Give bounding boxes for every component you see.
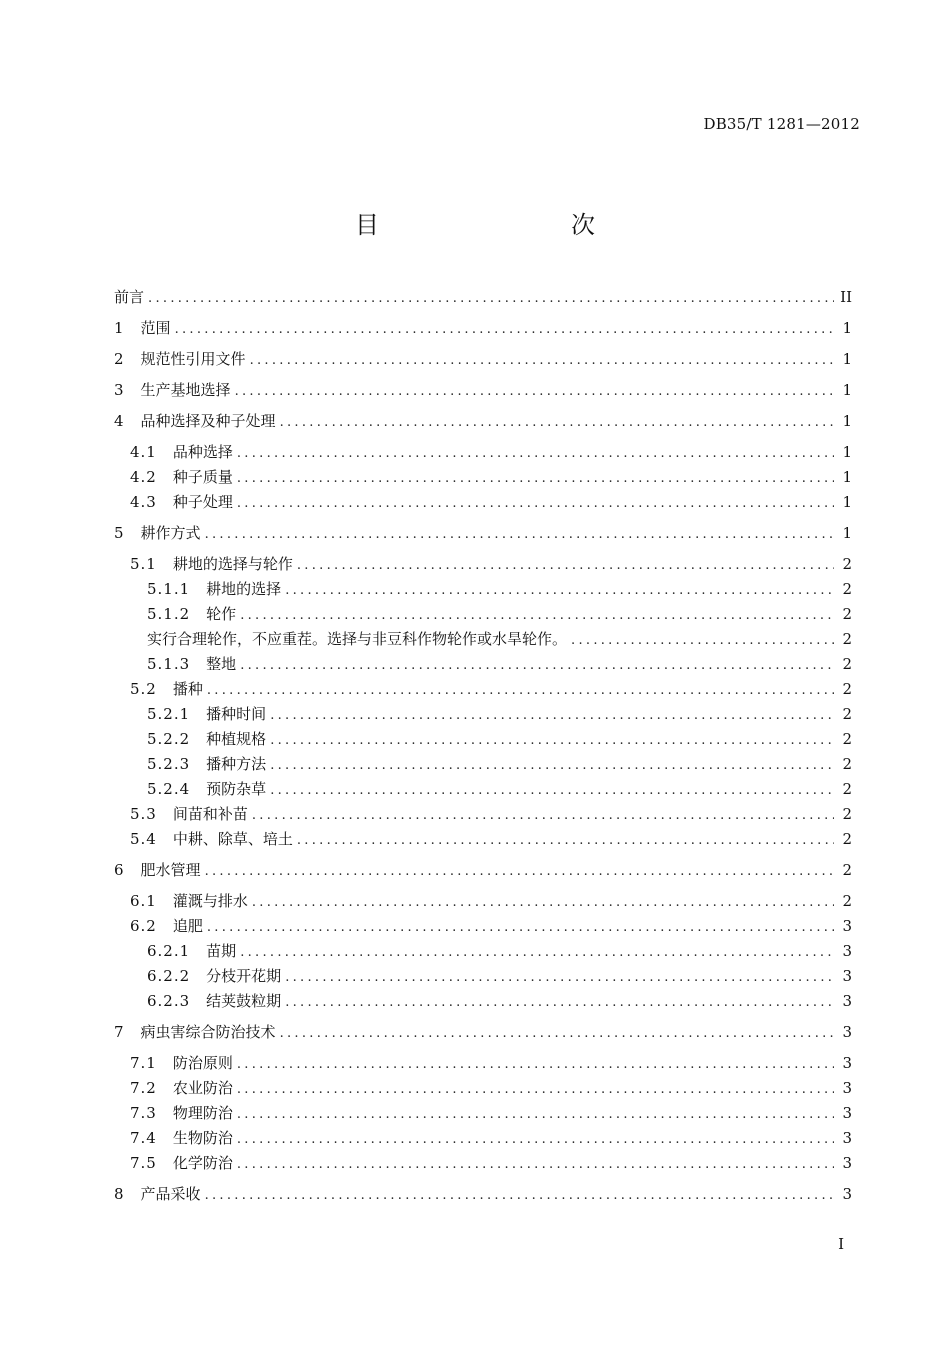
- toc-entry-page: 1: [842, 524, 852, 542]
- toc-entry-page: 1: [842, 468, 852, 486]
- toc-entry-text: 结荚鼓粒期: [206, 992, 282, 1010]
- toc-entry-label: [147, 627, 571, 652]
- toc-entry-text: 病虫害综合防治技术: [140, 1023, 276, 1041]
- toc-entry-page: 3: [842, 1129, 852, 1147]
- toc-entry-text: 品种选择及种子处理: [140, 412, 276, 430]
- toc-entry-page: 2: [842, 730, 852, 748]
- toc-entry-label: [130, 1126, 237, 1151]
- toc-entry-text: 规范性引用文件: [140, 350, 246, 368]
- toc-entry-label: [114, 1020, 280, 1045]
- toc-entry-text: 播种时间: [206, 705, 267, 723]
- toc-entry-page: 3: [842, 1154, 852, 1172]
- toc-entry-label: [114, 521, 205, 546]
- toc-entry-text: 产品采收: [140, 1185, 201, 1203]
- toc-entry-text: 耕作方式: [140, 524, 201, 542]
- toc-entry-text: 灌溉与排水: [172, 892, 248, 910]
- toc-entry-label: [130, 914, 207, 939]
- toc-entry-label: [114, 347, 250, 372]
- page-title: 目 次: [355, 211, 643, 239]
- toc-entry-label: [130, 677, 207, 702]
- toc-entry[interactable]: [114, 652, 852, 677]
- toc-entry-number: 4.3: [130, 493, 157, 511]
- toc-entry-text: 分枝开花期: [206, 967, 282, 985]
- toc-entry[interactable]: [114, 1151, 852, 1176]
- page-number: I: [838, 1235, 844, 1253]
- toc-entry-number: 5.1.1: [147, 580, 191, 598]
- toc-entry[interactable]: [114, 827, 852, 852]
- toc-entry-label: [130, 490, 237, 515]
- toc-entry-number: 6.2.3: [147, 992, 191, 1010]
- toc-entry-number: 5.1.2: [147, 605, 191, 623]
- toc-entry-text: 肥水管理: [140, 861, 201, 879]
- toc-entry[interactable]: [114, 752, 852, 777]
- toc-entry-number: 6.2.2: [147, 967, 191, 985]
- toc-entry-number: 5.4: [130, 830, 157, 848]
- toc-entry[interactable]: [114, 889, 852, 914]
- toc-entry-text: 生产基地选择: [140, 381, 231, 399]
- dot-leader: [237, 1152, 834, 1177]
- toc-entry-number: 6.2.1: [147, 942, 191, 960]
- toc-entry-number: 5.2.3: [147, 755, 191, 773]
- dot-leader: [270, 728, 834, 753]
- toc-entry-page: 2: [842, 655, 852, 673]
- toc-entry-text: 预防杂草: [206, 780, 267, 798]
- toc-entry[interactable]: [114, 490, 852, 515]
- toc-entry-page: 1: [842, 493, 852, 511]
- toc-entry-text: 防治原则: [172, 1054, 233, 1072]
- toc-entry-text: 农业防治: [172, 1079, 233, 1097]
- toc-entry-number: 4: [114, 412, 125, 430]
- dot-leader: [285, 965, 834, 990]
- toc-entry[interactable]: [114, 521, 852, 546]
- toc-entry-page: 3: [842, 1079, 852, 1097]
- toc-entry-number: 6: [114, 861, 125, 879]
- toc-entry-text: 播种方法: [206, 755, 267, 773]
- toc-entry[interactable]: [114, 378, 852, 403]
- dot-leader: [270, 753, 834, 778]
- toc-entry-page: 1: [842, 443, 852, 461]
- toc-entry-label: [130, 440, 237, 465]
- toc-entry-text: 耕地的选择: [206, 580, 282, 598]
- toc-entry[interactable]: [114, 1182, 852, 1207]
- toc-entry-number: 5.2.4: [147, 780, 191, 798]
- toc-entry[interactable]: [114, 347, 852, 372]
- toc-entry[interactable]: [114, 316, 852, 341]
- toc-entry[interactable]: [114, 1101, 852, 1126]
- toc-entry-number: 7.3: [130, 1104, 157, 1122]
- dot-leader: [270, 703, 834, 728]
- toc-entry-label: [130, 1151, 237, 1176]
- toc-entry-label: [114, 1182, 205, 1207]
- toc-entry-text: 追肥: [172, 917, 203, 935]
- toc-entry-label: [147, 577, 285, 602]
- toc-entry-page: 2: [842, 861, 852, 879]
- dot-leader: [207, 678, 834, 703]
- dot-leader: [280, 1021, 834, 1046]
- dot-leader: [237, 1052, 834, 1077]
- table-of-contents: [114, 285, 852, 1207]
- dot-leader: [252, 803, 834, 828]
- dot-leader: [270, 778, 834, 803]
- dot-leader: [207, 915, 834, 940]
- toc-entry-page: 2: [842, 780, 852, 798]
- toc-entry-number: 7.4: [130, 1129, 157, 1147]
- toc-entry-page: 1: [842, 350, 852, 368]
- toc-entry-label: [130, 889, 252, 914]
- toc-entry-number: 5.2: [130, 680, 157, 698]
- toc-entry-label: [114, 316, 175, 341]
- toc-entry-text: 生物防治: [172, 1129, 233, 1147]
- toc-entry[interactable]: [114, 777, 852, 802]
- toc-entry-label: [114, 409, 280, 434]
- toc-entry-label: [147, 939, 240, 964]
- toc-entry[interactable]: [114, 465, 852, 490]
- dot-leader: [240, 940, 834, 965]
- toc-entry[interactable]: [114, 727, 852, 752]
- toc-entry[interactable]: [114, 577, 852, 602]
- toc-entry-page: 3: [842, 1104, 852, 1122]
- toc-entry-number: 5.1: [130, 555, 157, 573]
- dot-leader: [285, 990, 834, 1015]
- dot-leader: [250, 348, 834, 373]
- toc-entry-label: [130, 1101, 237, 1126]
- toc-entry-number: 4.2: [130, 468, 157, 486]
- toc-entry-label: [130, 1051, 237, 1076]
- toc-entry-page: 3: [842, 917, 852, 935]
- toc-entry[interactable]: [114, 285, 852, 310]
- toc-entry[interactable]: [114, 677, 852, 702]
- toc-entry-text: 实行合理轮作，不应重茬。选择与非豆科作物轮作或水旱轮作。: [147, 630, 568, 648]
- dot-leader: [205, 859, 834, 884]
- dot-leader: [297, 828, 834, 853]
- toc-entry-number: 5.2.1: [147, 705, 191, 723]
- toc-entry-number: 5.1.3: [147, 655, 191, 673]
- toc-entry-label: [114, 378, 235, 403]
- toc-entry[interactable]: [114, 1126, 852, 1151]
- toc-entry[interactable]: [114, 858, 852, 883]
- toc-entry-label: [114, 858, 205, 883]
- dot-leader: [240, 653, 834, 678]
- toc-entry-label: [147, 964, 285, 989]
- dot-leader: [240, 603, 834, 628]
- toc-entry-page: 2: [842, 605, 852, 623]
- dot-leader: [237, 1077, 834, 1102]
- toc-entry-page: 3: [842, 1054, 852, 1072]
- toc-entry[interactable]: [114, 914, 852, 939]
- dot-leader: [237, 466, 834, 491]
- toc-entry-page: 2: [842, 705, 852, 723]
- toc-entry-text: 轮作: [206, 605, 237, 623]
- toc-entry-number: 1: [114, 319, 125, 337]
- dot-leader: [252, 890, 834, 915]
- toc-entry[interactable]: [114, 939, 852, 964]
- toc-entry-number: 7.2: [130, 1079, 157, 1097]
- toc-entry-number: 7.5: [130, 1154, 157, 1172]
- toc-entry-page: 3: [842, 1185, 852, 1203]
- toc-entry[interactable]: [114, 602, 852, 627]
- toc-entry-page: 2: [842, 892, 852, 910]
- dot-leader: [205, 1183, 834, 1208]
- toc-entry-number: 7.1: [130, 1054, 157, 1072]
- toc-entry-number: 2: [114, 350, 125, 368]
- toc-entry-text: 化学防治: [172, 1154, 233, 1172]
- toc-entry-text: 范围: [140, 319, 171, 337]
- toc-entry-text: 整地: [206, 655, 237, 673]
- toc-entry-text: 播种: [172, 680, 203, 698]
- toc-entry-label: [147, 652, 240, 677]
- toc-entry[interactable]: [114, 627, 852, 652]
- toc-entry-page: 1: [842, 319, 852, 337]
- dot-leader: [237, 441, 834, 466]
- toc-entry-label: [130, 465, 237, 490]
- toc-entry-number: 6.1: [130, 892, 157, 910]
- toc-entry-label: [147, 989, 285, 1014]
- toc-entry[interactable]: [114, 552, 852, 577]
- toc-entry-text: 中耕、除草、培土: [172, 830, 293, 848]
- toc-entry-label: [147, 752, 270, 777]
- dot-leader: [285, 578, 834, 603]
- toc-entry-label: [114, 285, 148, 310]
- dot-leader: [237, 1102, 834, 1127]
- toc-entry-page: 1: [842, 381, 852, 399]
- toc-entry-number: 3: [114, 381, 125, 399]
- toc-entry-page: 3: [842, 967, 852, 985]
- toc-entry[interactable]: [114, 802, 852, 827]
- toc-entry-label: [130, 1076, 237, 1101]
- toc-entry-text: 间苗和补苗: [172, 805, 248, 823]
- toc-entry-number: 4.1: [130, 443, 157, 461]
- toc-entry-number: 5.3: [130, 805, 157, 823]
- toc-entry-number: 6.2: [130, 917, 157, 935]
- toc-entry-page: 2: [842, 555, 852, 573]
- dot-leader: [205, 522, 834, 547]
- toc-entry-label: [130, 827, 297, 852]
- toc-entry-page: 1: [842, 412, 852, 430]
- toc-entry-text: 物理防治: [172, 1104, 233, 1122]
- toc-entry-label: [147, 727, 270, 752]
- toc-entry-label: [130, 802, 252, 827]
- toc-entry-text: 苗期: [206, 942, 237, 960]
- toc-entry-text: 种子质量: [172, 468, 233, 486]
- toc-entry-page: 3: [842, 1023, 852, 1041]
- toc-entry-label: [147, 777, 270, 802]
- toc-entry-page: 3: [842, 942, 852, 960]
- toc-entry-label: [130, 552, 297, 577]
- toc-entry-text: 前言: [114, 288, 145, 306]
- toc-entry-page: 2: [842, 680, 852, 698]
- toc-entry-number: 7: [114, 1023, 125, 1041]
- toc-entry-page: 2: [842, 630, 852, 648]
- dot-leader: [148, 286, 834, 311]
- toc-entry-page: 2: [842, 580, 852, 598]
- toc-entry[interactable]: [114, 702, 852, 727]
- dot-leader: [235, 379, 834, 404]
- dot-leader: [571, 628, 834, 653]
- toc-entry-page: 2: [842, 755, 852, 773]
- document-code: DB35/T 1281—2012: [703, 115, 860, 133]
- toc-entry-text: 耕地的选择与轮作: [172, 555, 293, 573]
- toc-entry[interactable]: [114, 989, 852, 1014]
- toc-entry-page: II: [840, 288, 852, 306]
- toc-entry-number: 5: [114, 524, 125, 542]
- toc-entry-number: 8: [114, 1185, 125, 1203]
- toc-entry-text: 品种选择: [172, 443, 233, 461]
- toc-entry-text: 种子处理: [172, 493, 233, 511]
- toc-entry-page: 3: [842, 992, 852, 1010]
- dot-leader: [175, 317, 834, 342]
- toc-entry[interactable]: [114, 409, 852, 434]
- toc-entry[interactable]: [114, 440, 852, 465]
- toc-entry-page: 2: [842, 830, 852, 848]
- toc-entry[interactable]: [114, 1051, 852, 1076]
- dot-leader: [297, 553, 834, 578]
- toc-entry-number: 5.2.2: [147, 730, 191, 748]
- toc-entry-label: [147, 602, 240, 627]
- toc-entry-label: [147, 702, 270, 727]
- toc-entry-page: 2: [842, 805, 852, 823]
- toc-entry[interactable]: [114, 1020, 852, 1045]
- toc-entry[interactable]: [114, 1076, 852, 1101]
- dot-leader: [237, 1127, 834, 1152]
- dot-leader: [280, 410, 834, 435]
- toc-entry[interactable]: [114, 964, 852, 989]
- dot-leader: [237, 491, 834, 516]
- toc-entry-text: 种植规格: [206, 730, 267, 748]
